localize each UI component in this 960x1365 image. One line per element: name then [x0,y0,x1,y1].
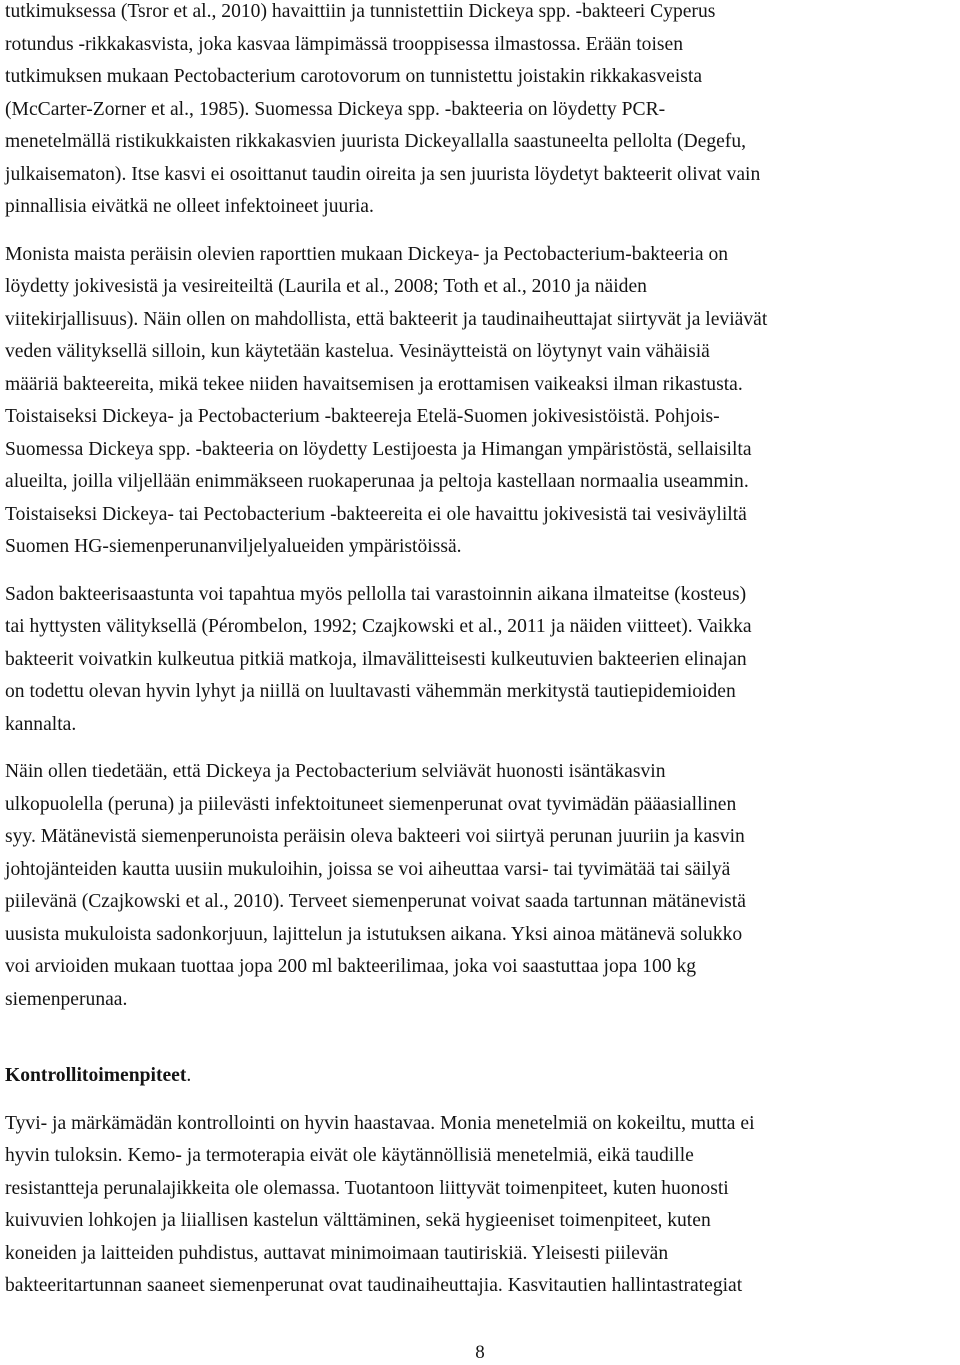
paragraph-1 [5,0,955,224]
text-line: menetelmällä ristikukkaisten rikkakasvien juurista Dickeyallalla saastuneelta pellolta (Degefu, [5,131,747,152]
text-line: bakteerit voivatkin kulkeutua pitkiä matkoja, ilmavälitteisesti kulkeutuvien bakteerien elinajan [5,648,747,670]
page-number: 8 [475,1342,485,1363]
text-line: ulkopuolella (peruna) ja piilevästi infektoituneet siemenperunat ovat tyvimädän pääasiallinen [5,793,737,815]
text-line: Toistaiseksi Dickeya- tai Pectobacterium -bakteereita ei ole havaittu jokivesistä tai vesiväyliltä [5,503,747,525]
section-heading-suffix: . [186,1065,192,1086]
text-line: viitekirjallisuus). Näin ollen on mahdollista, että bakteerit ja taudinaiheuttajat siirtyvät ja leviävät [5,308,768,330]
text-line: siemenperunaa. [5,988,128,1010]
text-line: on todettu olevan hyvin lyhyt ja niillä on luultavasti vähemmän merkitystä tautiepidemioiden [5,681,736,702]
text-line: Tyvi- ja märkämädän kontrollointi on hyvin haastavaa. Monia menetelmiä on kokeiltu, mutta ei [5,1112,755,1134]
paragraph-spacer [5,224,955,239]
text-line: pinnallisia eivätkä ne olleet infektoineet juuria. [5,196,374,217]
text-line: Suomen HG-siemenperunanviljelyalueiden ympäristöissä. [5,536,462,557]
text-line: tutkimuksen mukaan Pectobacterium carotovorum on tunnistettu joistakin rikkakasveista [5,66,703,87]
text-line: tai hyttysten välityksellä (Pérombelon, 1992; Czajkowski et al., 2011 ja näiden viitteet). Vaikka [5,616,752,637]
paragraph-spacer [5,1093,955,1108]
page-body [5,0,955,1303]
text-line: Sadon bakteerisaastunta voi tapahtua myös pellolla tai varastoinnin aikana ilmateitse (kosteus) [5,583,747,605]
text-line: Toistaiseksi Dickeya- ja Pectobacterium -bakteereja Etelä-Suomen jokivesistöistä. Pohjois- [5,406,720,427]
text-line: hyvin tuloksin. Kemo- ja termoterapia eivät ole käytännöllisiä menetelmiä, eikä taudille [5,1145,694,1166]
text-line: Suomessa Dickeya spp. -bakteeria on löydetty Lestijoesta ja Himangan ympäristöstä, sellaisilta [5,438,752,460]
paragraph-3 [5,579,955,742]
paragraph-4 [5,756,955,1016]
text-line: julkaisematon). Itse kasvi ei osoittanut taudin oireita ja sen juurista löydetyt bakteerit olivat vain [5,163,761,185]
text-line: piilevänä (Czajkowski et al., 2010). Terveet siemenperunat voivat saada tartunnan mätänevistä [5,891,746,912]
text-line: johtojänteiden kautta uusiin mukuloihin, joissa se voi aiheuttaa varsi- tai tyvimätää tai säilyä [5,858,731,880]
text-line: (McCarter-Zorner et al., 1985). Suomessa Dickeya spp. -bakteeria on löydetty PCR- [5,98,666,120]
text-line: syy. Mätänevistä siemenperunoista peräisin oleva bakteeri voi siirtyä perunan juuriin ja kasvin [5,826,745,847]
text-line: voi arvioiden mukaan tuottaa jopa 200 ml bakteerilimaa, joka voi saastuttaa jopa 100 kg [5,956,697,977]
text-line: uusista mukuloista sadonkorjuun, lajittelun ja istutuksen aikana. Yksi ainoa mätänevä solukko [5,923,743,945]
text-line: Monista maista peräisin olevien raporttien mukaan Dickeya- ja Pectobacterium-bakteeria on [5,243,729,265]
text-line: kannalta. [5,713,77,735]
text-line: bakteeritartunnan saaneet siemenperunat ovat taudinaiheuttajia. Kasvitautien hallintastrategiat [5,1275,743,1296]
text-line: määriä bakteereita, mikä tekee niiden havaitsemisen ja erottamisen vaikeaksi ilman rikastusta. [5,373,743,395]
text-line: koneiden ja laitteiden puhdistus, auttavat minimoimaan tautiriskiä. Yleisesti piilevän [5,1242,669,1264]
text-line: veden välityksellä silloin, kun käytetään kastelua. Vesinäytteistä on löytynyt vain vähäisiä [5,341,710,362]
text-line: resistantteja perunalajikkeita ole olemassa. Tuotantoon liittyvät toimenpiteet, kuten huonosti [5,1177,729,1199]
text-line: alueilta, joilla viljellään enimmäkseen ruokaperunaa ja peltoja kastellaan normaalia useammin. [5,471,749,492]
paragraph-2 [5,239,955,564]
paragraph-spacer [5,564,955,579]
paragraph-5 [5,1108,955,1303]
text-line: löydetty jokivesistä ja vesireiteiltä (Laurila et al., 2008; Toth et al., 2010 ja näiden [5,276,647,297]
text-line: rotundus -rikkakasvista, joka kasvaa lämpimässä trooppisessa ilmastossa. Erään toisen [5,33,684,55]
paragraph-spacer [5,741,955,756]
text-line: kuivuvien lohkojen ja liiallisen kastelun välttäminen, sekä hygieeniset toimenpiteet, kuten [5,1210,711,1231]
text-line: Näin ollen tiedetään, että Dickeya ja Pectobacterium selviävät huonosti isäntäkasvin [5,761,666,782]
section-heading-text: Kontrollitoimenpiteet [5,1065,187,1086]
text-line: tutkimuksessa (Tsror et al., 2010) havaittiin ja tunnistettiin Dickeya spp. -bakteeri Cyperus [5,1,716,22]
section-heading [5,1060,955,1093]
section-spacer [5,1016,955,1060]
